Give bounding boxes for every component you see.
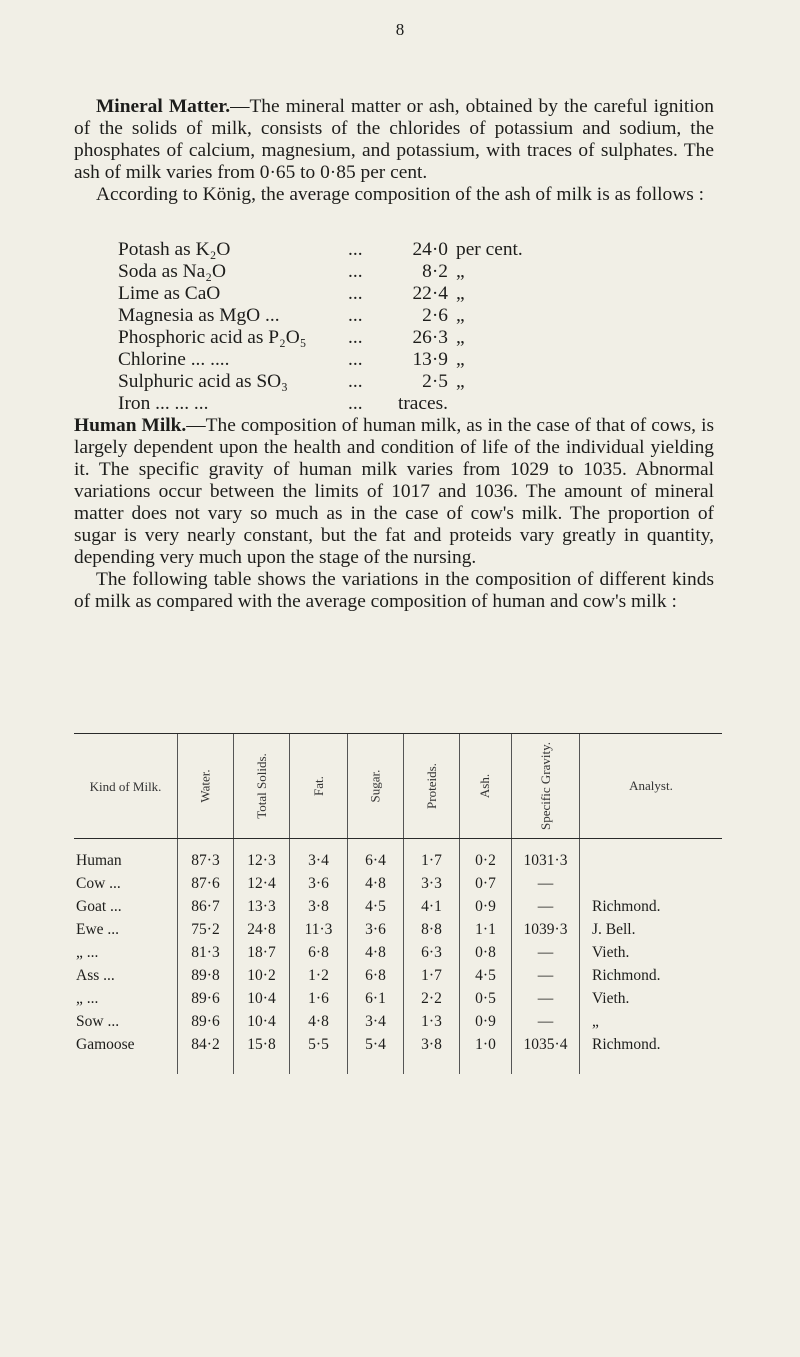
ash-item — [118, 305, 718, 327]
table-cell-solids: 12·3 — [247, 852, 276, 869]
table-cell-gravity: 1035·4 — [523, 1036, 568, 1053]
ash-item-unit: „ — [456, 371, 465, 392]
column-total-solids — [234, 839, 290, 1074]
header-analyst: Analyst. — [629, 778, 673, 793]
ash-item-unit: „ — [456, 327, 465, 348]
ash-item-label: Potash as K₂O — [118, 239, 231, 260]
ash-item-leader: ... — [348, 371, 363, 392]
konig-intro: According to König, the average composition of the ash of milk is as follows : — [96, 184, 704, 205]
table-cell-ash: 0·9 — [475, 898, 496, 915]
table-body — [74, 839, 722, 1074]
table-cell-water: 89·6 — [191, 1013, 220, 1030]
table-cell-proteids: 1·3 — [421, 1013, 442, 1030]
header-proteids: Proteids. — [404, 734, 460, 838]
table-cell-analyst: Richmond. — [592, 1036, 661, 1053]
table-cell-proteids: 4·1 — [421, 898, 442, 915]
table-cell-fat: 1·6 — [308, 990, 329, 1007]
ash-item — [118, 239, 718, 261]
ash-item-value: 26·3 — [412, 327, 448, 348]
table-cell-ash: 0·7 — [475, 875, 496, 892]
table-cell-solids: 10·2 — [247, 967, 276, 984]
table-cell-analyst: J. Bell. — [592, 921, 636, 938]
table-cell-gravity: — — [537, 990, 554, 1007]
table-cell-ash: 0·2 — [475, 852, 496, 869]
ash-item — [118, 349, 718, 371]
table-cell-gravity: — — [537, 898, 554, 915]
ash-item-label: Soda as Na₂O — [118, 261, 227, 282]
table-cell-sugar: 4·8 — [365, 875, 386, 892]
table-cell-fat: 3·8 — [308, 898, 329, 915]
table-cell-gravity: 1039·3 — [523, 921, 568, 938]
column-kind — [74, 839, 178, 1074]
ash-item-value: 2·5 — [422, 371, 448, 392]
table-cell-analyst — [580, 849, 722, 872]
ash-item-value: traces. — [397, 393, 448, 414]
ash-item-value: 22·4 — [412, 283, 448, 304]
table-cell-sugar: 6·4 — [365, 852, 386, 869]
mineral-matter-text: —The mineral matter or ash, obtained by the careful ignition of the solids of milk, consists of the chlorides of potassium and sodium, the phosphates of calcium, magnesium, and potassium, with traces of sulphates. The ash of milk varies from 0·65 to 0·85 per cent. — [74, 96, 715, 183]
ash-item-label: Lime as CaO — [118, 283, 221, 304]
table-cell-analyst: Richmond. — [592, 967, 661, 984]
table-cell-kind: Human — [76, 852, 122, 869]
ash-item-label: Sulphuric acid as SO₃ — [118, 371, 288, 392]
ash-item — [118, 371, 718, 393]
table-cell-kind: Cow ... — [76, 875, 121, 892]
table-cell-solids: 10·4 — [247, 1013, 276, 1030]
table-cell-water: 86·7 — [191, 898, 220, 915]
table-cell-sugar: 5·4 — [365, 1036, 386, 1053]
ash-item — [118, 261, 718, 283]
table-cell-water: 89·8 — [191, 967, 220, 984]
table-cell-fat: 3·4 — [308, 852, 329, 869]
table-cell-analyst: Richmond. — [592, 898, 661, 915]
table-cell-solids: 13·3 — [247, 898, 276, 915]
ash-item-unit — [448, 393, 576, 415]
milk-composition-table — [74, 733, 722, 1074]
table-cell-water: 84·2 — [191, 1036, 220, 1053]
ash-item-value: 8·2 — [422, 261, 448, 282]
table-cell-fat: 6·8 — [308, 944, 329, 961]
human-milk-paragraph — [74, 415, 714, 569]
table-cell-analyst: Vieth. — [592, 990, 630, 1007]
ash-item-leader: ... — [348, 283, 363, 304]
table-cell-gravity: — — [537, 967, 554, 984]
header-kind: Kind of Milk. — [74, 734, 178, 838]
column-specific-gravity — [512, 839, 580, 1074]
ash-item-unit: „ — [456, 349, 465, 370]
table-cell-water: 75·2 — [191, 921, 220, 938]
human-milk-text: —The composition of human milk, as in the case of that of cows, is largely dependent upon the health and condition of life of the individual yielding it. The specific gravity of human milk varies from 1029 to 1035. Abnormal variations occur between the limits of 1017 and 1036. The amount of mineral matter does not vary so much as in the case of cow's milk. The proportion of sugar is very nearly constant, but the fat and proteids vary greatly in quantity, depending very much upon the stage of the nursing. — [74, 415, 714, 568]
table-cell-solids: 24·8 — [247, 921, 276, 938]
column-sugar — [348, 839, 404, 1074]
ash-item-value: 24·0 — [412, 239, 448, 260]
table-cell-ash: 1·1 — [475, 921, 496, 938]
table-cell-analyst: Vieth. — [592, 944, 630, 961]
ash-item-value: 13·9 — [412, 349, 448, 370]
table-header — [74, 734, 722, 839]
table-cell-sugar: 6·1 — [365, 990, 386, 1007]
table-cell-kind: Sow ... — [76, 1013, 120, 1030]
header-ash: Ash. — [460, 734, 512, 838]
mineral-matter-paragraph — [74, 96, 714, 184]
header-total-solids: Total Solids. — [234, 734, 290, 838]
table-cell-proteids: 6·3 — [421, 944, 442, 961]
ash-item-label: Magnesia as MgO ... — [118, 305, 280, 326]
table-cell-sugar: 4·5 — [365, 898, 386, 915]
table-cell-analyst — [580, 872, 722, 895]
table-cell-gravity: — — [537, 875, 554, 892]
table-cell-gravity: — — [537, 1013, 554, 1030]
table-cell-fat: 5·5 — [308, 1036, 329, 1053]
ash-item-label: Chlorine ... .... — [118, 349, 230, 370]
human-milk-heading: Human Milk. — [74, 415, 187, 436]
header-specific-gravity: Specific Gravity. — [512, 734, 580, 838]
header-fat: Fat. — [290, 734, 348, 838]
table-cell-sugar: 3·6 — [365, 921, 386, 938]
table-cell-water: 87·6 — [191, 875, 220, 892]
table-cell-solids: 15·8 — [247, 1036, 276, 1053]
table-cell-proteids: 2·2 — [421, 990, 442, 1007]
ash-item-leader: ... — [348, 305, 363, 326]
ash-item-leader: ... — [348, 393, 363, 414]
table-cell-proteids: 3·8 — [421, 1036, 442, 1053]
table-cell-ash: 0·8 — [475, 944, 496, 961]
ash-item-value: 2·6 — [422, 305, 448, 326]
table-cell-gravity: 1031·3 — [523, 852, 568, 869]
table-cell-solids: 12·4 — [247, 875, 276, 892]
table-cell-proteids: 3·3 — [421, 875, 442, 892]
column-water — [178, 839, 234, 1074]
column-proteids — [404, 839, 460, 1074]
ash-item — [118, 327, 718, 349]
table-cell-gravity: — — [537, 944, 554, 961]
ash-composition-list — [118, 239, 718, 415]
table-cell-kind: Goat ... — [76, 898, 122, 915]
table-cell-sugar: 4·8 — [365, 944, 386, 961]
table-cell-water: 87·3 — [191, 852, 220, 869]
ash-item — [118, 283, 718, 305]
ash-item-unit: „ — [456, 261, 465, 282]
table-cell-proteids: 1·7 — [421, 967, 442, 984]
table-cell-ash: 4·5 — [475, 967, 496, 984]
ash-item-unit: „ — [456, 283, 465, 304]
ash-item-unit: per cent. — [456, 239, 523, 260]
table-cell-kind: „ ... — [76, 944, 99, 961]
header-sugar: Sugar. — [348, 734, 404, 838]
column-analyst — [580, 839, 722, 1074]
ash-item-leader: ... — [348, 239, 363, 260]
ash-item-label: Iron ... ... ... — [118, 393, 209, 414]
table-cell-kind: „ ... — [76, 990, 99, 1007]
ash-item — [118, 393, 718, 415]
header-water: Water. — [178, 734, 234, 838]
table-cell-fat: 1·2 — [308, 967, 329, 984]
human-milk-section — [74, 415, 714, 613]
table-cell-proteids: 8·8 — [421, 921, 442, 938]
table-cell-kind: Ass ... — [76, 967, 115, 984]
table-cell-fat: 11·3 — [304, 921, 333, 938]
column-ash — [460, 839, 512, 1074]
ash-item-unit: „ — [456, 305, 465, 326]
column-fat — [290, 839, 348, 1074]
table-cell-proteids: 1·7 — [421, 852, 442, 869]
table-cell-water: 81·3 — [191, 944, 220, 961]
table-cell-kind: Gamoose — [76, 1036, 135, 1053]
page-number: 8 — [395, 20, 405, 39]
table-cell-fat: 4·8 — [308, 1013, 329, 1030]
table-cell-kind: Ewe ... — [76, 921, 120, 938]
table-intro: The following table shows the variations in the composition of different kinds of milk as compared with the average composition of human and cow's milk : — [74, 569, 714, 612]
table-cell-fat: 3·6 — [308, 875, 329, 892]
table-cell-solids: 10·4 — [247, 990, 276, 1007]
table-cell-water: 89·6 — [191, 990, 220, 1007]
table-cell-ash: 0·5 — [475, 990, 496, 1007]
ash-item-leader: ... — [348, 349, 363, 370]
ash-item-leader: ... — [348, 327, 363, 348]
ash-item-label: Phosphoric acid as P₂O₅ — [118, 327, 307, 348]
mineral-matter-section — [74, 96, 714, 206]
table-cell-solids: 18·7 — [247, 944, 276, 961]
mineral-matter-heading: Mineral Matter. — [96, 96, 231, 117]
table-cell-analyst: „ — [592, 1013, 599, 1030]
table-cell-sugar: 6·8 — [365, 967, 386, 984]
ash-item-leader: ... — [348, 261, 363, 282]
table-cell-sugar: 3·4 — [365, 1013, 386, 1030]
table-cell-ash: 1·0 — [475, 1036, 496, 1053]
table-cell-ash: 0·9 — [475, 1013, 496, 1030]
